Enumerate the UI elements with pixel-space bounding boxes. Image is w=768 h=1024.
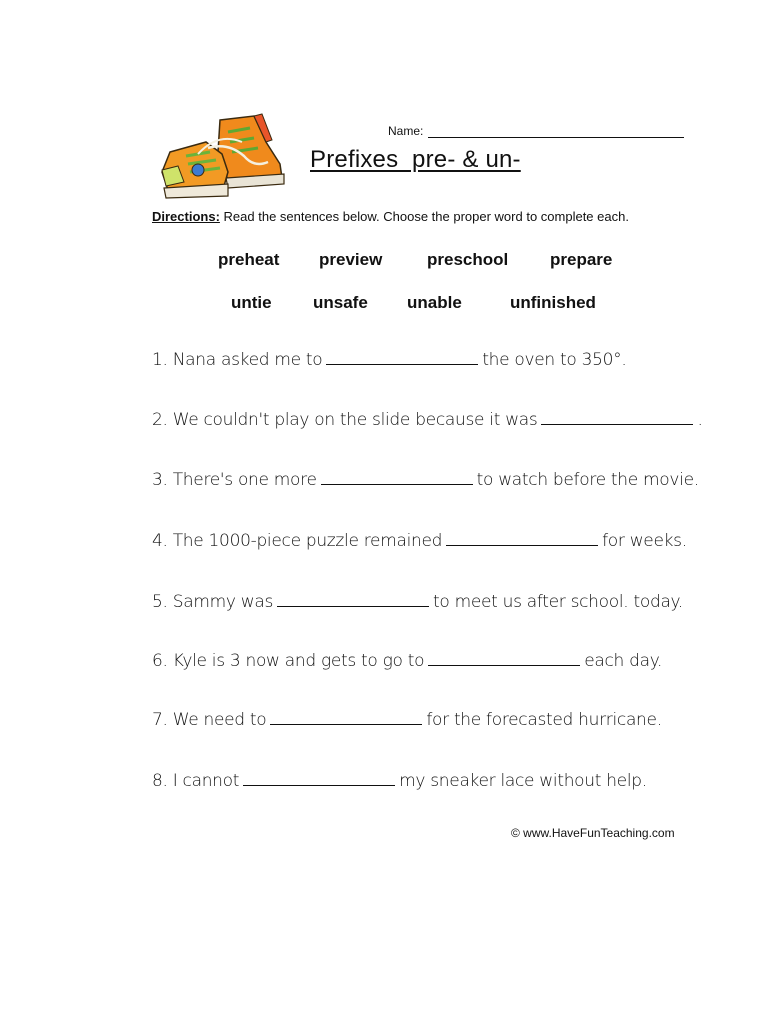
sentence-5 [152,592,683,612]
sneaker-icon [158,112,288,200]
page-title: Prefixes pre- & un- [310,146,521,173]
directions-text: Read the sentences below. Choose the proper word to complete each. [223,209,629,224]
sentence-text-after: each day. [584,651,663,671]
sentence-text-before: 2. We couldn't play on the slide because it was [152,410,538,430]
name-label: Name: [388,124,424,138]
sentence-8 [152,771,647,791]
sentence-7 [152,710,662,730]
name-line[interactable] [428,125,684,138]
sentence-text-after: my sneaker lace without help. [399,771,647,791]
sentence-text-before: 5. Sammy was [152,592,273,612]
copyright-footer: © www.HaveFunTeaching.com [511,826,675,840]
word-bank-item: preschool [427,250,509,269]
answer-blank[interactable] [446,544,598,546]
word-bank-item: unfinished [510,293,596,312]
sentence-2 [152,410,703,430]
sentence-text-after: for the forecasted hurricane. [426,710,662,730]
sentence-1 [152,350,626,370]
word-bank-item: preheat [218,250,280,269]
sentence-6 [152,651,662,671]
word-bank-item: unable [407,293,462,312]
sentence-3 [152,470,699,490]
sentence-text-after: to watch before the movie. [476,470,699,490]
sentence-text-before: 4. The 1000-piece puzzle remained [152,531,443,551]
sentence-text-after: to meet us after school. today. [433,592,684,612]
answer-blank[interactable] [270,723,422,725]
name-field[interactable] [388,124,684,138]
sentence-text-after: for weeks. [602,531,687,551]
sentence-text-before: 8. I cannot [152,771,240,791]
sentence-text-before: 1. Nana asked me to [152,350,323,370]
word-bank-item: prepare [550,250,613,269]
sentence-text-before: 3. There's one more [152,470,317,490]
answer-blank[interactable] [326,363,478,365]
answer-blank[interactable] [321,483,473,485]
answer-blank[interactable] [428,664,580,666]
word-bank-item: unsafe [313,293,368,312]
sentence-text-before: 6. Kyle is 3 now and gets to go to [152,651,425,671]
sentence-text-after: the oven to 350°. [482,350,627,370]
answer-blank[interactable] [243,784,395,786]
answer-blank[interactable] [541,423,693,425]
answer-blank[interactable] [277,605,429,607]
sentence-text-after: . [697,410,703,430]
directions [152,209,629,224]
sentence-text-before: 7. We need to [152,710,267,730]
sentence-4 [152,531,687,551]
directions-label: Directions: [152,209,220,224]
word-bank-item: untie [231,293,272,312]
word-bank-item: preview [319,250,383,269]
